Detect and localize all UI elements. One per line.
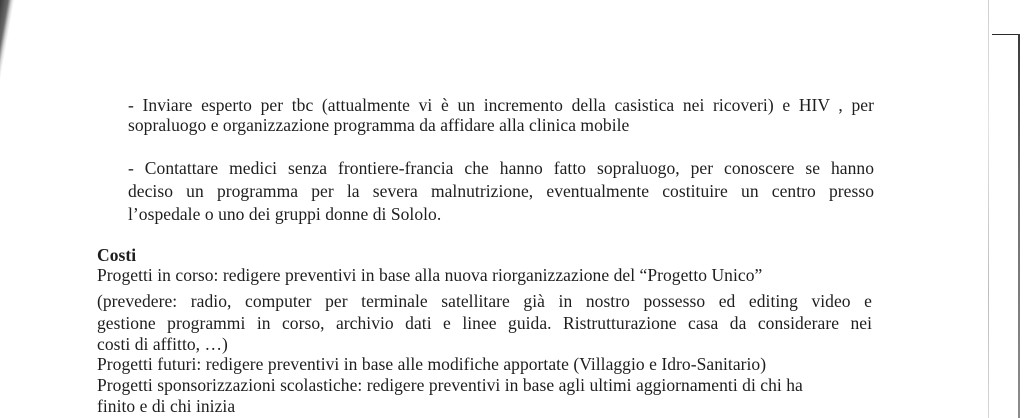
costi-line-6: Progetti sponsorizzazioni scolastiche: redigere preventivi in base agli ultimi aggiornamenti di chi ha: [97, 375, 803, 395]
scan-edge-border: [1018, 34, 1020, 418]
costi-line-5: Progetti futuri: redigere preventivi in base alle modifiche apportate (Villaggio e Idro-Sanitario): [97, 354, 767, 374]
bullet-2-line-3: l’ospedale o uno dei gruppi donne di Sololo.: [128, 204, 442, 224]
scan-edge-line: [988, 0, 989, 418]
costi-line-1: Progetti in corso: redigere preventivi in base alla nuova riorganizzazione del “Progetto Unico”: [97, 265, 763, 285]
bullet-2-line-1: - Contattare medici senza frontiere-francia che hanno fatto sopraluogo, per conoscere se hanno: [128, 158, 874, 178]
bullet-2-line-2: deciso un programma per la severa malnutrizione, eventualmente costituire un centro presso: [128, 181, 874, 201]
costi-line-4: costi di affitto, …): [97, 334, 228, 354]
costi-line-7: finito e di chi inizia: [97, 396, 236, 416]
costi-line-3: gestione programmi in corso, archivio dati e linee guida. Ristrutturazione casa da considerare nei: [97, 313, 872, 333]
bullet-1-line-2: sopraluogo e organizzazione programma da affidare alla clinica mobile: [128, 115, 630, 135]
bullet-1-line-1: - Inviare esperto per tbc (attualmente vi è un incremento della casistica nei ricoveri) e HIV , per: [128, 95, 874, 115]
scan-edge-right: [988, 0, 1024, 418]
costi-line-2: (prevedere: radio, computer per terminale satellitare già in nostro possesso ed editing video e: [97, 291, 872, 311]
costi-heading: Costi: [97, 245, 137, 265]
scan-edge-left: [0, 0, 70, 110]
scan-edge-tick: [992, 34, 1018, 35]
